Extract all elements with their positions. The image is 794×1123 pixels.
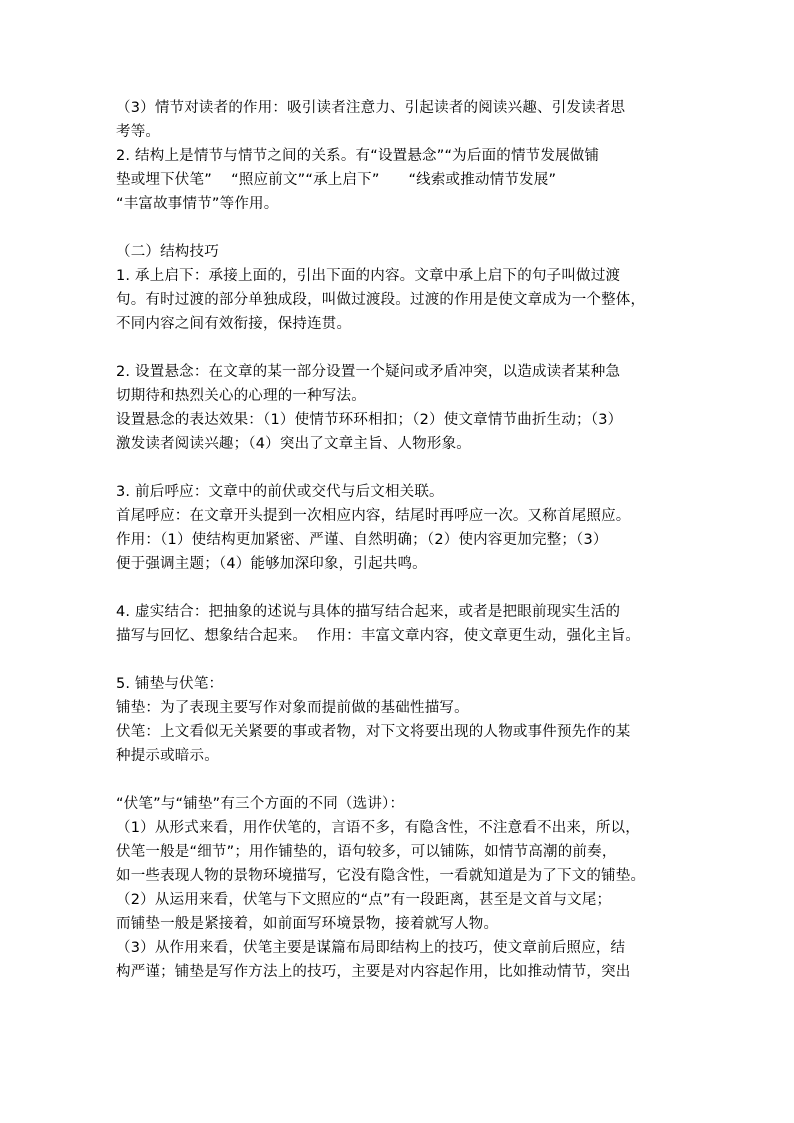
text-line: 1. 承上启下：承接上面的，引出下面的内容。文章中承上启下的句子叫做过渡	[116, 268, 621, 284]
text-line: 首尾呼应：在文章开头提到一次相应内容，结尾时再呼应一次。又称首尾照应。	[116, 508, 631, 524]
text-line: 种提示或暗示。	[116, 748, 219, 764]
text-line: 3. 前后呼应：文章中的前伏或交代与后文相关联。	[116, 484, 444, 500]
text-line: “丰富故事情节”等作用。	[116, 196, 279, 212]
document-body	[116, 96, 696, 984]
text-line: 4. 虚实结合：把抽象的述说与具体的描写结合起来，或者是把眼前现实生活的	[116, 604, 621, 620]
text-line: 作用：（1）使结构更加紧密、严谨、自然明确；（2）使内容更加完整；（3）	[116, 532, 608, 548]
text-line: 伏笔一般是“细节”；用作铺垫的，语句较多，可以铺陈，如情节高潮的前奏，	[116, 844, 617, 860]
text-line: （3）从作用来看，伏笔主要是谋篇布局即结构上的技巧，使文章前后照应，结	[116, 940, 626, 956]
blank-line	[116, 216, 696, 240]
text-line: 而铺垫一般是紧接着，如前面写环境景物，接着就写人物。	[116, 916, 499, 932]
text-line: 切期待和热烈关心的心理的一种写法。	[116, 388, 366, 404]
text-line: 2. 设置悬念：在文章的某一部分设置一个疑问或矛盾冲突，以造成读者某种急	[116, 364, 621, 380]
blank-line	[116, 768, 696, 792]
text-line: 设置悬念的表达效果：（1）使情节环环相扣；（2）使文章情节曲折生动；（3）	[116, 412, 623, 428]
text-line: 激发读者阅读兴趣；（4）突出了文章主旨、人物形象。	[116, 436, 471, 452]
section-heading: （二）结构技巧	[116, 244, 219, 260]
blank-line	[116, 336, 696, 360]
text-line: 垫或埋下伏笔” “照应前文”“承上启下” “线索或推动情节发展”	[116, 172, 557, 188]
text-line: 如一些表现人物的景物环境描写，它没有隐含性，一看就知道是为了下文的铺垫。	[116, 868, 646, 884]
text-line: 不同内容之间有效衔接，保持连贯。	[116, 316, 352, 332]
blank-line	[116, 456, 696, 480]
text-line: 5. 铺垫与伏笔：	[116, 676, 224, 692]
text-line: （2）从运用来看，伏笔与下文照应的“点”有一段距离，甚至是文首与文尾；	[116, 892, 612, 908]
text-line: 伏笔：上文看似无关紧要的事或者物，对下文将要出现的人物或事件预先作的某	[116, 724, 631, 740]
blank-line	[116, 648, 696, 672]
blank-line	[116, 576, 696, 600]
text-line: 句。有时过渡的部分单独成段，叫做过渡段。过渡的作用是使文章成为一个整体，	[116, 292, 646, 308]
text-line: 描写与回忆、想象结合起来。 作用：丰富文章内容，使文章更生动，强化主旨。	[116, 628, 641, 644]
text-line: 铺垫：为了表现主要写作对象而提前做的基础性描写。	[116, 700, 469, 716]
text-line: （1）从形式来看，用作伏笔的，言语不多，有隐含性，不注意看不出来，所以，	[116, 820, 640, 836]
text-line: 考等。	[116, 124, 161, 140]
text-line: “伏笔”与“铺垫”有三个方面的不同（选讲）：	[116, 796, 405, 812]
text-line: 便于强调主题；（4）能够加深印象，引起共鸣。	[116, 556, 427, 572]
text-line: 构严谨；铺垫是写作方法上的技巧，主要是对内容起作用，比如推动情节，突出	[116, 964, 631, 980]
text-line: 2. 结构上是情节与情节之间的关系。有“设置悬念”“为后面的情节发展做铺	[116, 148, 600, 164]
text-line: （3）情节对读者的作用：吸引读者注意力、引起读者的阅读兴趣、引发读者思	[116, 100, 626, 116]
